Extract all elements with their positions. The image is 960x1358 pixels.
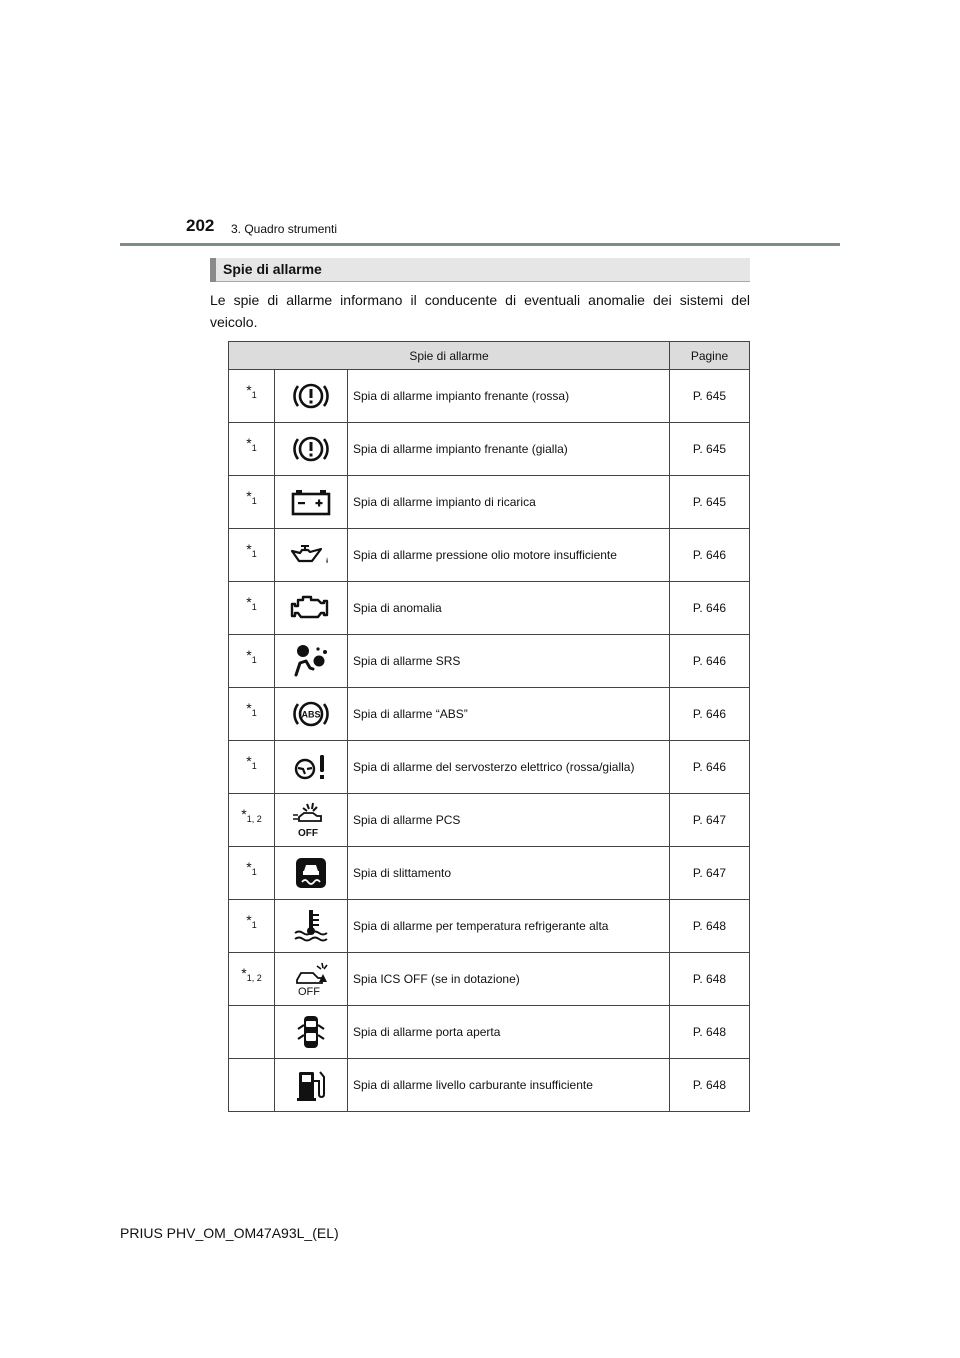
footnote-mark xyxy=(229,688,275,741)
door-open-icon xyxy=(275,1006,348,1059)
footnote-mark xyxy=(229,370,275,423)
footnote-mark xyxy=(229,529,275,582)
warning-light-label: Spia ICS OFF (se in dotazione) xyxy=(348,953,670,1006)
abs-icon-text: ABS xyxy=(301,709,321,720)
header-divider xyxy=(120,243,840,246)
page-reference: P. 646 xyxy=(670,582,750,635)
table-row xyxy=(229,688,750,741)
table-row xyxy=(229,1006,750,1059)
table-row xyxy=(229,529,750,582)
srs-airbag-icon xyxy=(275,635,348,688)
page-reference: P. 645 xyxy=(670,423,750,476)
brake-warning-yellow-icon xyxy=(275,423,348,476)
footnote-star: * xyxy=(246,488,252,504)
footnote-mark xyxy=(229,953,275,1006)
table-row xyxy=(229,635,750,688)
footnote-mark xyxy=(229,635,275,688)
footnote-star: * xyxy=(246,594,252,610)
battery-charging-icon xyxy=(275,476,348,529)
table-row xyxy=(229,476,750,529)
pcs-off-icon-text: OFF xyxy=(298,828,318,839)
chapter-title: 3. Quadro strumenti xyxy=(231,222,338,236)
page-reference: P. 648 xyxy=(670,953,750,1006)
low-fuel-icon xyxy=(275,1059,348,1112)
warning-lights-table xyxy=(228,341,750,1112)
footnote-mark xyxy=(229,582,275,635)
section-heading-bar xyxy=(210,258,216,282)
ics-off-icon-text: OFF xyxy=(298,986,320,998)
footnote-number: 1 xyxy=(251,761,257,771)
page-reference: P. 646 xyxy=(670,635,750,688)
table-row xyxy=(229,741,750,794)
footnote-number: 1 xyxy=(251,602,257,612)
footnote-mark xyxy=(229,794,275,847)
page-reference: P. 647 xyxy=(670,794,750,847)
warning-light-label: Spia di allarme pressione olio motore insufficiente xyxy=(348,529,670,582)
footnote-mark xyxy=(229,423,275,476)
page-reference: P. 646 xyxy=(670,688,750,741)
page-reference: P. 646 xyxy=(670,529,750,582)
page-number: 202 xyxy=(186,216,215,235)
footnote-number: 1 xyxy=(251,920,257,930)
footnote-number: 1, 2 xyxy=(246,973,262,983)
footnote-star: * xyxy=(246,859,252,875)
warning-light-label: Spia di allarme livello carburante insufficiente xyxy=(348,1059,670,1112)
warning-light-label: Spia di allarme per temperatura refrigerante alta xyxy=(348,900,670,953)
warning-light-label: Spia di slittamento xyxy=(348,847,670,900)
page-reference: P. 648 xyxy=(670,1059,750,1112)
footnote-star: * xyxy=(246,700,252,716)
footnote-mark xyxy=(229,741,275,794)
page-reference: P. 645 xyxy=(670,476,750,529)
footnote-star: * xyxy=(246,541,252,557)
footnote-star: * xyxy=(246,753,252,769)
warning-light-label: Spia di allarme impianto frenante (gialla) xyxy=(348,423,670,476)
oil-pressure-icon xyxy=(275,529,348,582)
footnote-number: 1 xyxy=(251,549,257,559)
section-heading xyxy=(210,258,750,282)
page-reference: P. 646 xyxy=(670,741,750,794)
footnote-number: 1 xyxy=(251,867,257,877)
column-header-lights: Spie di allarme xyxy=(229,342,670,370)
warning-light-label: Spia di allarme impianto frenante (rossa) xyxy=(348,370,670,423)
footnote-star: * xyxy=(241,806,247,822)
footnote-star: * xyxy=(246,382,252,398)
footnote-number: 1 xyxy=(251,496,257,506)
footnote-number: 1 xyxy=(251,390,257,400)
warning-light-label: Spia di allarme PCS xyxy=(348,794,670,847)
table-row xyxy=(229,794,750,847)
page-reference: P. 645 xyxy=(670,370,750,423)
footnote-star: * xyxy=(246,912,252,928)
footnote-number: 1 xyxy=(251,655,257,665)
power-steering-icon xyxy=(275,741,348,794)
footnote-star: * xyxy=(246,435,252,451)
table-row xyxy=(229,423,750,476)
table-row xyxy=(229,370,750,423)
warning-light-label: Spia di anomalia xyxy=(348,582,670,635)
table-row xyxy=(229,953,750,1006)
brake-warning-red-icon xyxy=(275,370,348,423)
ics-off-icon xyxy=(275,953,348,1006)
page-reference: P. 647 xyxy=(670,847,750,900)
footnote-mark xyxy=(229,847,275,900)
section-title: Spie di allarme xyxy=(223,261,322,277)
page-reference: P. 648 xyxy=(670,1006,750,1059)
table-row xyxy=(229,847,750,900)
page-reference: P. 648 xyxy=(670,900,750,953)
table-row xyxy=(229,900,750,953)
table-row xyxy=(229,582,750,635)
footnote-mark xyxy=(229,1006,275,1059)
footnote-mark xyxy=(229,1059,275,1112)
column-header-pages: Pagine xyxy=(670,342,750,370)
warning-light-label: Spia di allarme del servosterzo elettrico (rossa/gialla) xyxy=(348,741,670,794)
warning-light-label: Spia di allarme SRS xyxy=(348,635,670,688)
footnote-star: * xyxy=(241,965,247,981)
warning-light-label: Spia di allarme “ABS” xyxy=(348,688,670,741)
coolant-temperature-icon xyxy=(275,900,348,953)
abs-icon xyxy=(275,688,348,741)
intro-paragraph: Le spie di allarme informano il conducente di eventuali anomalie dei sistemi del veicolo. xyxy=(210,292,750,330)
footnote-mark xyxy=(229,476,275,529)
footnote-number: 1 xyxy=(251,443,257,453)
footnote-star: * xyxy=(246,647,252,663)
table-row xyxy=(229,1059,750,1112)
warning-light-label: Spia di allarme porta aperta xyxy=(348,1006,670,1059)
document-code: PRIUS PHV_OM_OM47A93L_(EL) xyxy=(120,1225,339,1241)
footnote-number: 1 xyxy=(251,708,257,718)
footnote-mark xyxy=(229,900,275,953)
pcs-off-icon xyxy=(275,794,348,847)
check-engine-icon xyxy=(275,582,348,635)
slip-indicator-icon xyxy=(275,847,348,900)
footnote-number: 1, 2 xyxy=(246,814,262,824)
table-header-row xyxy=(229,342,750,370)
warning-light-label: Spia di allarme impianto di ricarica xyxy=(348,476,670,529)
